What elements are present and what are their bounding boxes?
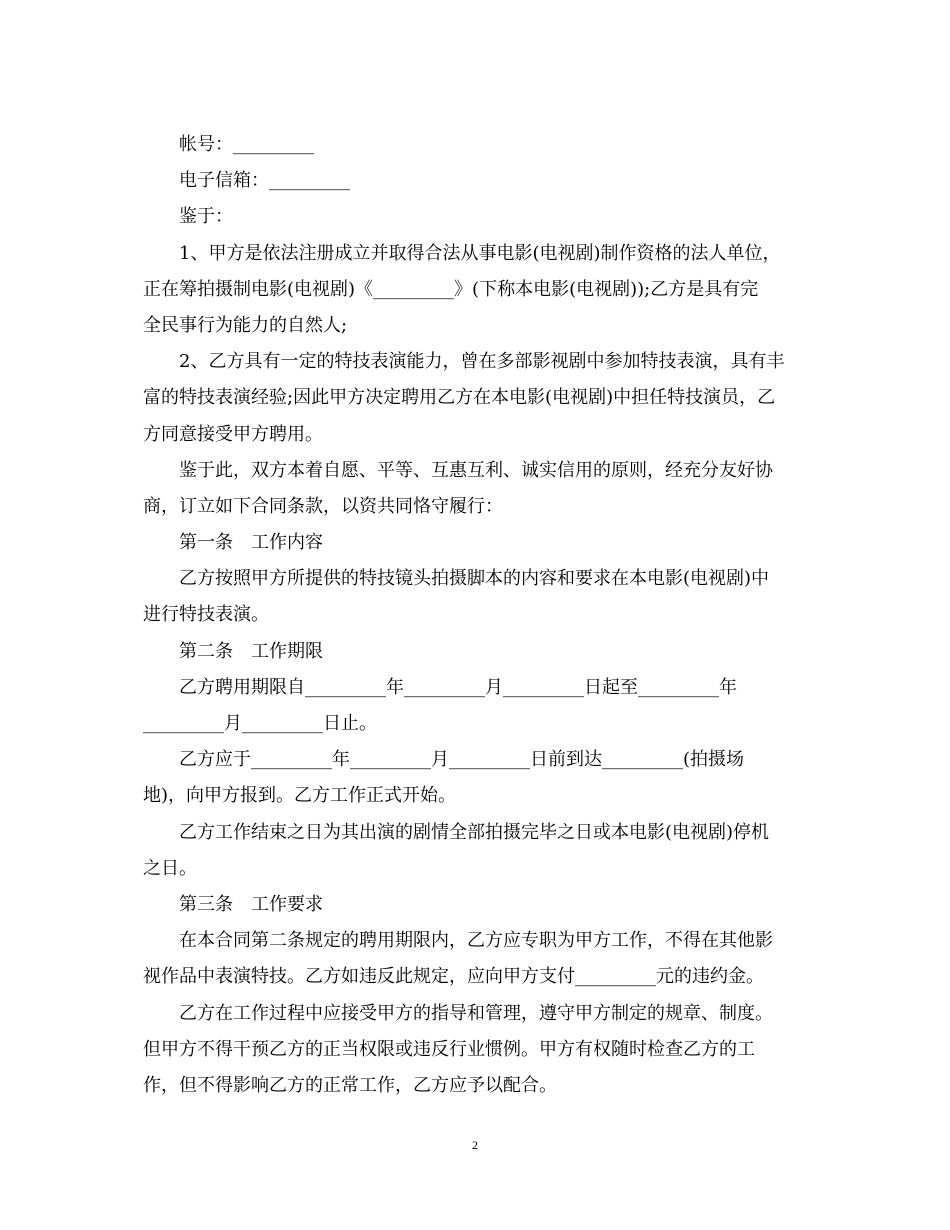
paragraph-line: 在本合同第二条规定的聘用期限内，乙方应专职为甲方工作，不得在其他影 [179, 930, 773, 952]
article-heading: 第三条 工作要求 [179, 893, 323, 915]
document-body [143, 127, 807, 1104]
paragraph-line: 作，但不得影响乙方的正常工作，乙方应予以配合。 [143, 1074, 557, 1096]
paragraph-line: 地)，向甲方报到。乙方工作正式开始。 [143, 785, 457, 807]
article-heading: 第一条 工作内容 [179, 532, 323, 554]
paragraph-line: 方同意接受甲方聘用。 [143, 423, 323, 445]
paragraph-line: 全民事行为能力的自然人; [143, 314, 348, 336]
email-line: 电子信箱：_________ [179, 170, 350, 192]
paragraph-line: 之日。 [143, 857, 197, 879]
paragraph-line: 1、甲方是依法注册成立并取得合法从事电影(电视剧)制作资格的法人单位， [179, 242, 781, 264]
paragraph-line: 乙方按照甲方所提供的特技镜头拍摄脚本的内容和要求在本电影(电视剧)中 [179, 568, 770, 590]
paragraph-line: 进行特技表演。 [143, 604, 269, 626]
whereas-heading: 鉴于： [179, 206, 233, 228]
account-line: 帐号：_________ [179, 134, 314, 155]
paragraph-line: 乙方聘用期限自_________年_________月_________日起至_________年 [179, 676, 737, 698]
paragraph-line: 正在筹拍摄制电影(电视剧)《_________》(下称本电影(电视剧));乙方是具有完 [143, 278, 759, 300]
paragraph-line: 乙方在工作过程中应接受甲方的指导和管理，遵守甲方制定的规章、制度。 [179, 1002, 773, 1024]
article-heading: 第二条 工作期限 [179, 640, 323, 662]
paragraph-line: _________月_________日止。 [143, 713, 377, 734]
paragraph-line: 乙方工作结束之日为其出演的剧情全部拍摄完毕之日或本电影(电视剧)停机 [179, 821, 770, 843]
page-number: 2 [472, 1138, 478, 1152]
paragraph-line: 但甲方不得干预乙方的正当权限或违反行业惯例。甲方有权随时检查乙方的工 [143, 1038, 755, 1060]
paragraph-line: 视作品中表演特技。乙方如违反此规定，应向甲方支付_________元的违约金。 [143, 966, 764, 988]
paragraph-line: 富的特技表演经验;因此甲方决定聘用乙方在本电影(电视剧)中担任特技演员，乙 [143, 387, 776, 409]
paragraph-line: 鉴于此，双方本着自愿、平等、互惠互利、诚实信用的原则，经充分友好协 [179, 459, 773, 481]
paragraph-line: 2、乙方具有一定的特技表演能力，曾在多部影视剧中参加特技表演，具有丰 [179, 351, 785, 373]
paragraph-line: 乙方应于_________年_________月_________日前到达_________(拍摄场 [179, 749, 745, 771]
paragraph-line: 商，订立如下合同条款，以资共同恪守履行： [143, 495, 503, 517]
